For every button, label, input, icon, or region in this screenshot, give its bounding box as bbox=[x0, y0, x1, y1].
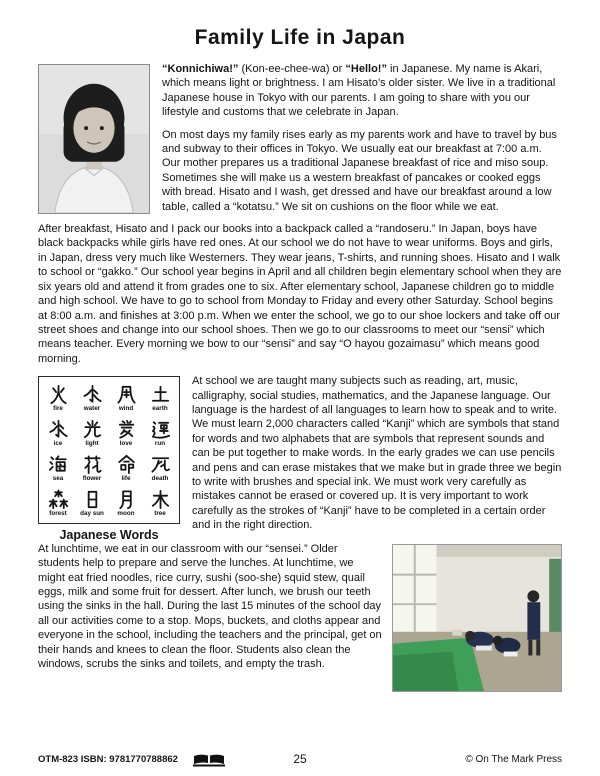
kanji-ice-glyph bbox=[41, 418, 75, 441]
kanji-love-glyph bbox=[109, 418, 143, 441]
page-footer bbox=[38, 750, 562, 768]
kanji-label: day sun bbox=[80, 509, 104, 517]
cleaning-illustration bbox=[393, 545, 561, 691]
kanji-cell-earth bbox=[143, 382, 177, 415]
intro-mid-text: (Kon-ee-chee-wa) or bbox=[238, 63, 346, 75]
students-cleaning-photo bbox=[392, 544, 562, 692]
kanji-fire-glyph bbox=[41, 383, 75, 406]
paragraph-morning: On most days my family rises early as my parents work and have to travel by bus and subway to their offices in Tokyo. We usually eat our breakfast at 7:00 a.m. Our mother prepares us a traditional Japanese breakfast of rice and miso soup. Sometimes she will make us a western breakfast of pancakes or cooked eggs with bread. Hisato and I wash, get dressed and have our breakfast around a low table, called a “kotatsu.” We sit on cushions on the floor while we eat. bbox=[162, 128, 557, 213]
kanji-cell-run bbox=[143, 417, 177, 450]
kanji-grid bbox=[38, 376, 180, 524]
bold-konnichiwa: “Konnichiwa!” bbox=[162, 63, 239, 75]
kanji-moon-glyph bbox=[109, 488, 143, 511]
paragraph-school: After breakfast, Hisato and I pack our books into a backpack called a “randoseru.” In Japan, boys have black backpacks while girls have red ones. At our school we do not have to wear uniforms. Boys and girls, in Japan, dress very much like Westerners. They wear jeans, T-shirts, and running shoes. Hisato and I walk to school or “gakko.” Our school year begins in April and all children begin elementary school when they are six years old and attend it from grades one to six. After elementary school, Japanese children go to middle and high school. We have to go to school from Monday to Friday and every other Saturday. School begins at 8:00 a.m. and finishes at 3:00 p.m. When we enter the school, we go to our shoe lockers and take off our street shoes and change into our school shoes. Then we go to our classrooms to meet our “sensi” which means teacher. Every morning we bow to our “sensi” and say “O hayou gozaimasu” which means good morning. bbox=[38, 223, 562, 365]
page-number: 25 bbox=[293, 752, 307, 766]
akari-portrait-photo bbox=[38, 64, 150, 214]
kanji-water-glyph bbox=[75, 383, 109, 406]
kanji-label: sea bbox=[52, 474, 64, 482]
kanji-label: light bbox=[85, 440, 99, 448]
kanji-cell-flower bbox=[75, 452, 109, 485]
kanji-label: wind bbox=[118, 405, 134, 413]
kanji-cell-tree bbox=[143, 487, 177, 520]
kanji-label: love bbox=[119, 440, 133, 448]
paragraph-lunch: At lunchtime, we eat in our classroom with our “sensei.” Older students help to prepare and serve the lunches. At lunchtime, we might eat fried noodles, rice curry, sushi (soo-she) squid stew, quail eggs, milk and some fruit for dessert. After lunch, we brush our teeth using the sinks in the hall. During the last 15 minutes of the school day all our activities come to a stop. Mops, buckets, and cloths appear and everyone in the school, including the teachers and the principal, get on their hands and knees to clean the floor. Students also clean the windows, scrubs the sinks and toilets, and empty the trash. bbox=[38, 542, 382, 671]
kanji-death-glyph bbox=[143, 453, 177, 476]
kanji-cell-light bbox=[75, 417, 109, 450]
kanji-label: earth bbox=[152, 405, 168, 413]
kanji-label: tree bbox=[154, 509, 166, 517]
kanji-light-glyph bbox=[75, 418, 109, 441]
kanji-box bbox=[38, 376, 180, 542]
kanji-label: life bbox=[121, 474, 131, 482]
kanji-caption: Japanese Words bbox=[59, 527, 159, 542]
bold-hello: “Hello!” bbox=[345, 63, 387, 75]
footer-isbn: OTM-823 ISBN: 9781770788862 bbox=[38, 753, 178, 765]
kanji-label: moon bbox=[117, 509, 135, 517]
intro-rest-text: in Japanese. My name is Akari, which means light or brightness. I am Hisato’s older sister. We live in a traditional Japanese house in Tokyo with our parents. I am going to share with you our lifestyle and customs that we celebrate in Japan. bbox=[162, 63, 556, 119]
portrait-illustration bbox=[39, 65, 149, 213]
kanji-cell-fire bbox=[41, 382, 75, 415]
kanji-cell-love bbox=[109, 417, 143, 450]
kanji-tree-glyph bbox=[143, 488, 177, 511]
kanji-label: water bbox=[83, 405, 101, 413]
kanji-life-glyph bbox=[109, 453, 143, 476]
kanji-earth-glyph bbox=[143, 383, 177, 406]
kanji-label: forest bbox=[49, 509, 67, 517]
kanji-label: flower bbox=[82, 474, 102, 482]
kanji-day-sun-glyph bbox=[75, 488, 109, 511]
paragraph-subjects: At school we are taught many subjects such as reading, art, music, calligraphy, social studies, mathematics, and the Japanese language. Our language is the hardest of all languages to learn how to speak and to write. We must learn 2,000 characters called “Kanji” which are symbols that stand for words and two alphabets that are symbols that represent sounds and can be put together to make words. In the early grades we can use pencils and pens and can erase mistakes that we make but in grade three we begin to write with brushes and special ink. We must work very carefully as mistakes cannot be erased or covered up. It is very important to work carefully as the strokes of “Kanji” have to be completed in a certain order and in the right direction. bbox=[192, 375, 562, 532]
kanji-sea-glyph bbox=[41, 453, 75, 476]
kanji-cell-death bbox=[143, 452, 177, 485]
kanji-label: ice bbox=[53, 440, 63, 448]
kanji-cell-wind bbox=[109, 382, 143, 415]
footer-copyright: © On The Mark Press bbox=[465, 753, 562, 765]
kanji-label: fire bbox=[53, 405, 63, 413]
page-title: Family Life in Japan bbox=[194, 26, 406, 49]
kanji-forest-glyph bbox=[41, 488, 75, 511]
kanji-label: run bbox=[154, 440, 166, 448]
kanji-wind-glyph bbox=[109, 383, 143, 406]
kanji-label: death bbox=[151, 474, 169, 482]
kanji-cell-moon bbox=[109, 487, 143, 520]
kanji-flower-glyph bbox=[75, 453, 109, 476]
kanji-cell-forest bbox=[41, 487, 75, 520]
publisher-logo-icon bbox=[192, 752, 226, 767]
kanji-run-glyph bbox=[143, 418, 177, 441]
kanji-cell-day-sun bbox=[75, 487, 109, 520]
kanji-cell-sea bbox=[41, 452, 75, 485]
kanji-cell-water bbox=[75, 382, 109, 415]
kanji-cell-life bbox=[109, 452, 143, 485]
kanji-cell-ice bbox=[41, 417, 75, 450]
